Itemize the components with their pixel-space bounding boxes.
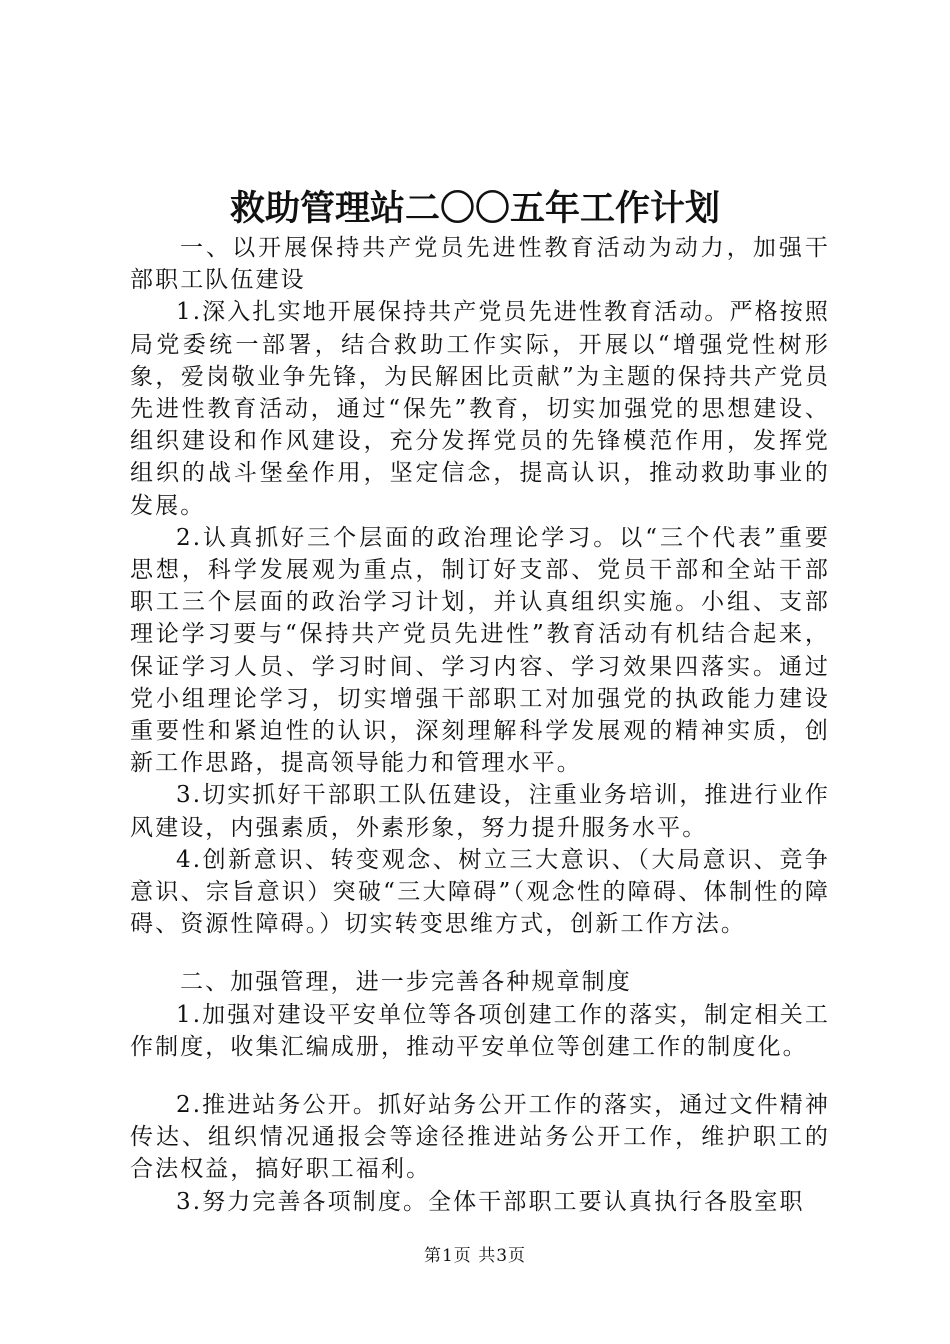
section-heading-1: 一、以开展保持共产党员先进性教育活动为动力，加强干部职工队伍建设: [130, 235, 830, 294]
paragraph-2-3: 3.努力完善各项制度。全体干部职工要认真执行各股室职: [176, 1188, 805, 1215]
document-body: [130, 232, 830, 1218]
document-title: 救助管理站二〇〇五年工作计划: [229, 188, 720, 229]
paragraph-2-1: 1.加强对建设平安单位等各项创建工作的落实，制定相关工作制度，收集汇编成册，推动平安单位等创建工作的制度化。: [130, 1001, 830, 1060]
paragraph-1-2: 2.认真抓好三个层面的政治理论学习。以“三个代表”重要思想，科学发展观为重点，制订好支部、党员干部和全站干部职工三个层面的政治学习计划，并认真组织实施。小组、支部理论学习要与“保持共产党员先进性”教育活动有机结合起来，保证学习人员、学习时间、学习内容、学习效果四落实。通过党小组理论学习，切实增强干部职工对加强党的执政能力建设重要性和紧迫性的认识，深刻理解科学发展观的精神实质，创新工作思路，提高领导能力和管理水平。: [130, 524, 830, 777]
paragraph-2-2: 2.推进站务公开。抓好站务公开工作的落实，通过文件精神传达、组织情况通报会等途径推进站务公开工作，维护职工的合法权益，搞好职工福利。: [130, 1092, 830, 1183]
section-heading-2: 二、加强管理，进一步完善各种规章制度: [180, 969, 632, 996]
paragraph-1-3: 3.切实抓好干部职工队伍建设，注重业务培训，推进行业作风建设，内强素质，外素形象，努力提升服务水平。: [130, 782, 830, 841]
paragraph-1-4: 4.创新意识、转变观念、树立三大意识、（大局意识、竞争意识、宗旨意识）突破“三大障碍”（观念性的障碍、体制性的障碍、资源性障碍。）切实转变思维方式，创新工作方法。: [130, 846, 830, 938]
page-footer: 第1页 共3页: [423, 1246, 527, 1266]
paragraph-1-1: 1.深入扎实地开展保持共产党员先进性教育活动。严格按照局党委统一部署，结合救助工作实际，开展以“增强党性树形象，爱岗敬业争先锋，为民解困比贡献”为主题的保持共产党员先进性教育活动，通过“保先”教育，切实加强党的思想建设、组织建设和作风建设，充分发挥党员的先锋模范作用，发挥党组织的战斗堡垒作用，坚定信念，提高认识，推动救助事业的发展。: [130, 299, 830, 519]
